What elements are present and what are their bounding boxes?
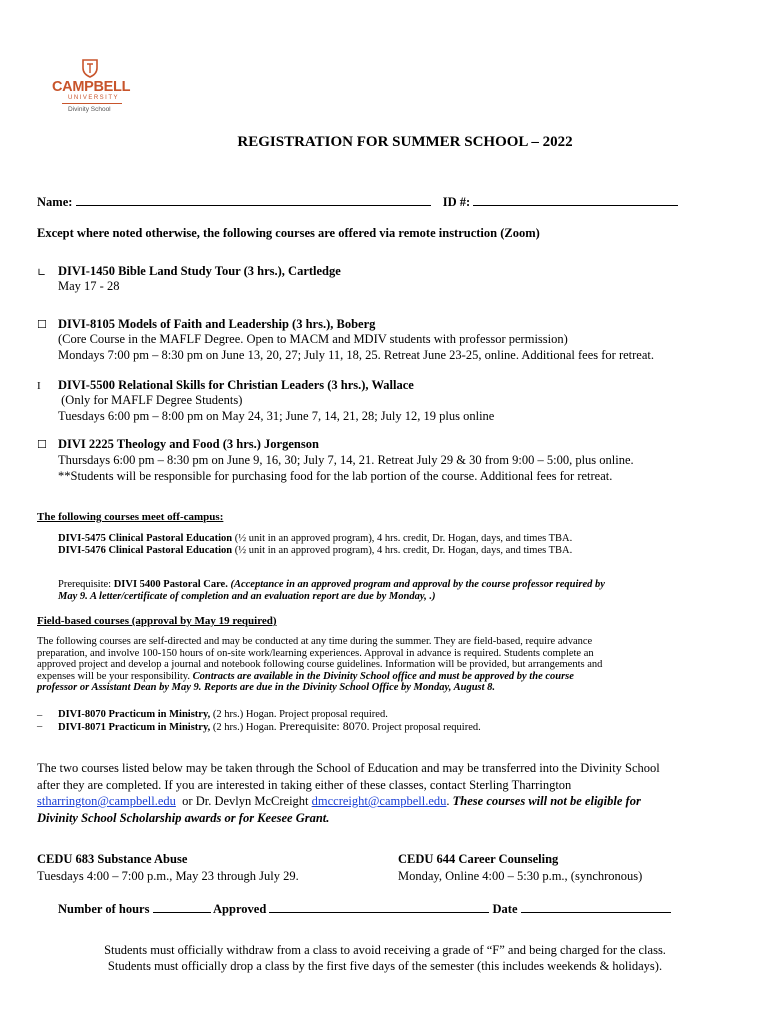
course-info: (½ unit in an approved program), 4 hrs. credit, Dr. Hogan, days, and times TBA. — [232, 533, 573, 544]
intro-text: Except where noted otherwise, the following courses are offered via remote instruction (Zoom) — [37, 226, 540, 240]
signoff-row — [58, 901, 671, 917]
checkbox[interactable]: – — [37, 720, 43, 732]
paragraph-line: preparation, and involve 100-150 hours of on-site work/learning experiences. Approval in advance is required. Students complete an — [37, 647, 594, 659]
logo-sub: UNIVERSITY — [68, 95, 120, 101]
course-code: DIVI-5476 Clinical Pastoral Education — [58, 544, 233, 556]
course-detail: (Core Course in the MAFLF Degree. Open to MACM and MDIV students with professor permission) — [58, 332, 568, 346]
course-title: DIVI-5500 Relational Skills for Christian Leaders (3 hrs.), Wallace — [58, 378, 414, 392]
education-paragraph — [37, 760, 737, 826]
course-code: DIVI-8070 Practicum in Ministry, — [58, 709, 211, 720]
field-paragraph — [37, 636, 737, 694]
checkbox[interactable]: I — [37, 380, 41, 392]
logo-school: Divinity School — [68, 106, 111, 113]
approved-label: Approved — [213, 902, 267, 916]
course-detail: (Only for MAFLF Degree Students) — [58, 393, 243, 407]
footer-note — [0, 942, 770, 974]
approved-field[interactable] — [269, 901, 489, 913]
paragraph-emphasis: These courses will not be eligible for — [452, 794, 641, 808]
course-item — [37, 437, 634, 484]
course-detail: May 17 - 28 — [58, 279, 120, 293]
paragraph-line: Divinity School Scholarship awards or for Keesee Grant. — [37, 810, 330, 825]
paragraph-text: . — [446, 794, 453, 808]
prereq-note: May 9. A letter/certificate of completion and an evaluation report are due by Monday, .) — [58, 590, 436, 602]
cedu-right — [398, 851, 642, 885]
paragraph-line: The following courses are self-directed and may be conducted at any time during the summer. They are field-based, require advance — [37, 636, 593, 647]
list-item — [58, 545, 572, 557]
paragraph-emphasis: Contracts are available in the Divinity School office and must be approved by the course — [192, 670, 574, 682]
list-item — [58, 533, 572, 545]
logo-name: CAMPBELL — [52, 79, 131, 95]
course-detail: Thursdays 6:00 pm – 8:30 pm on June 9, 16, 30; July 7, 14, 21. Retreat July 29 & 30 from 9:00 – 5:00, plus online. — [58, 453, 634, 467]
email-link-tharrington[interactable]: stharrington@campbell.edu — [37, 794, 176, 808]
course-title: DIVI-8105 Models of Faith and Leadership (3 hrs.), Boberg — [58, 317, 376, 331]
id-field[interactable] — [473, 194, 678, 206]
paragraph-line: The two courses listed below may be taken through the School of Education and may be transferred into the Divinity School — [37, 761, 660, 775]
course-detail: **Students will be responsible for purchasing food for the lab portion of the course. Additional fees for retreat. — [58, 469, 613, 483]
list-item — [37, 709, 481, 721]
paragraph-line: after they are completed. If you are interested in taking either of these classes, contact Sterling Tharrington — [37, 777, 572, 792]
course-item — [37, 317, 654, 363]
checkbox[interactable]: ∟ — [37, 266, 47, 279]
paragraph-line — [37, 793, 737, 810]
course-title: DIVI-1450 Bible Land Study Tour (3 hrs.), Cartledge — [58, 264, 341, 278]
course-info: (2 hrs.) Hogan. — [210, 721, 280, 733]
name-field[interactable] — [76, 194, 431, 206]
cedu-left — [37, 851, 299, 885]
prereq-note: (Acceptance in an approved program and approval by the course professor required by — [230, 579, 605, 590]
name-id-row — [37, 194, 678, 210]
id-label: ID #: — [442, 195, 471, 209]
course-detail: Monday, Online 4:00 – 5:30 p.m., (synchronous) — [398, 869, 643, 883]
checkbox[interactable]: ☐ — [37, 438, 47, 451]
date-label: Date — [492, 902, 518, 916]
checkbox[interactable]: ☐ — [37, 318, 47, 331]
offcampus-list — [58, 533, 572, 556]
shield-icon — [80, 58, 100, 78]
email-link-mccreight[interactable]: dmccreight@campbell.edu — [311, 794, 447, 808]
paragraph-line — [37, 671, 737, 683]
list-item — [37, 718, 481, 734]
paragraph-text: or Dr. Devlyn McCreight — [175, 794, 312, 808]
prereq-label: Prerequisite: — [58, 579, 114, 590]
paragraph-line: approved project and develop a journal and notebook following course guidelines. Information will be provided, but arrangements and — [37, 659, 603, 670]
prereq-course: DIVI 5400 Pastoral Care. — [113, 579, 228, 590]
course-title: CEDU 683 Substance Abuse — [37, 852, 188, 866]
course-detail: Mondays 7:00 pm – 8:30 pm on June 13, 20, 27; July 11, 18, 25. Retreat June 23-25, online. Additional fees for retreat. — [58, 348, 654, 362]
practicum-list — [37, 709, 481, 733]
date-field[interactable] — [521, 901, 671, 913]
footer-line: Students must officially withdraw from a class to avoid receiving a grade of “F” and being charged for the class. — [104, 943, 666, 957]
paragraph-text: expenses will be your responsibility. — [37, 670, 193, 682]
course-info: (½ unit in an approved program), 4 hrs. credit, Dr. Hogan, days, and times TBA. — [232, 544, 573, 556]
course-title: CEDU 644 Career Counseling — [398, 852, 559, 866]
university-logo — [50, 58, 130, 116]
offcampus-heading: The following courses meet off-campus: — [37, 511, 224, 523]
page-title: REGISTRATION FOR SUMMER SCHOOL – 2022 — [237, 134, 573, 150]
course-code: DIVI-5475 Clinical Pastoral Education — [58, 533, 233, 544]
hours-field[interactable] — [153, 901, 211, 913]
footer-line: Students must officially drop a class by the first five days of the semester (this includes weekends & holidays). — [107, 959, 663, 973]
course-prereq: Prerequisite: 8070 — [279, 718, 367, 733]
paragraph-line: professor or Assistant Dean by May 9. Reports are due in the Divinity School Office by Monday, August 8. — [37, 682, 496, 693]
course-info: (2 hrs.) Hogan. Project proposal required. — [210, 709, 388, 720]
course-title: DIVI 2225 Theology and Food (3 hrs.) Jorgenson — [58, 437, 319, 451]
offcampus-prereq — [58, 579, 605, 602]
course-detail: Tuesdays 4:00 – 7:00 p.m., May 23 through July 29. — [37, 869, 299, 883]
field-heading: Field-based courses (approval by May 19 required) — [37, 615, 277, 627]
checkbox[interactable]: – — [37, 710, 43, 721]
course-code: DIVI-8071 Practicum in Ministry, — [58, 721, 211, 733]
course-info-tail: . Project proposal required. — [366, 721, 481, 733]
hours-label: Number of hours — [58, 902, 150, 916]
course-item — [37, 264, 341, 294]
course-detail: Tuesdays 6:00 pm – 8:00 pm on May 24, 31; June 7, 14, 21, 28; July 12, 19 plus online — [58, 409, 495, 423]
name-label: Name: — [37, 195, 73, 209]
course-item — [37, 378, 494, 424]
